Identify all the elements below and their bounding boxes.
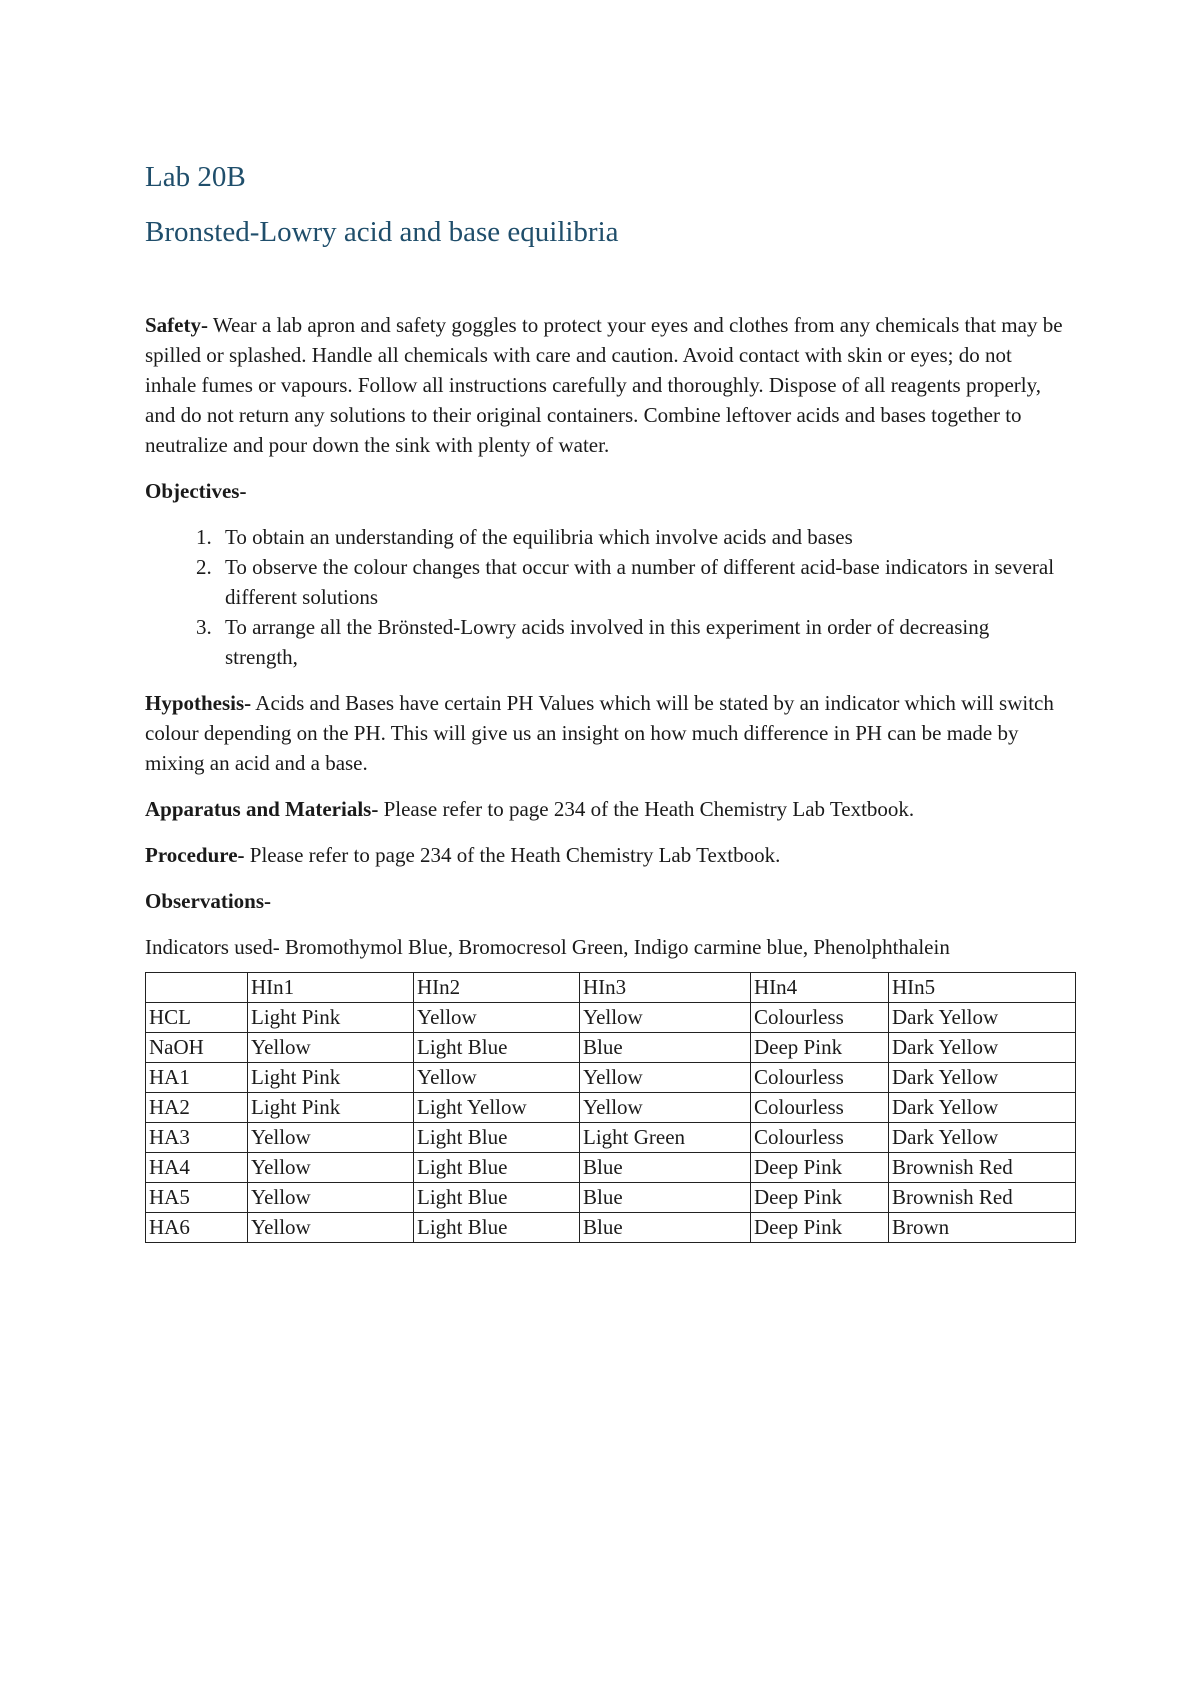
objective-item: 1. To obtain an understanding of the equilibria which involve acids and bases — [217, 522, 1065, 552]
table-cell: Yellow — [580, 1092, 751, 1122]
table-row — [146, 1002, 1076, 1032]
table-cell: Yellow — [248, 1122, 414, 1152]
table-cell: Deep Pink — [751, 1152, 889, 1182]
table-cell: Light Pink — [248, 1062, 414, 1092]
observations-label: Observations- — [145, 888, 271, 913]
table-header-cell: HIn3 — [580, 972, 751, 1002]
table-header-row — [146, 972, 1076, 1002]
table-cell: Light Blue — [414, 1212, 580, 1242]
document-content — [145, 160, 1065, 1243]
table-cell: Deep Pink — [751, 1212, 889, 1242]
table-cell: Deep Pink — [751, 1032, 889, 1062]
table-row — [146, 1092, 1076, 1122]
hypothesis-text: Acids and Bases have certain PH Values which will be stated by an indicator which will switch colour depending on the PH. This will give us an insight on how much difference in PH can be made by mixing an acid and a base. — [145, 690, 1054, 775]
row-label-cell: HA4 — [146, 1152, 248, 1182]
table-cell: Yellow — [414, 1002, 580, 1032]
observations-table — [145, 972, 1076, 1243]
table-cell: Yellow — [580, 1002, 751, 1032]
row-label-cell: HCL — [146, 1002, 248, 1032]
table-cell: Blue — [580, 1152, 751, 1182]
table-cell: Light Blue — [414, 1032, 580, 1062]
table-cell: Light Yellow — [414, 1092, 580, 1122]
table-cell: Brownish Red — [889, 1152, 1076, 1182]
table-cell: Yellow — [414, 1062, 580, 1092]
table-cell: Light Blue — [414, 1122, 580, 1152]
table-header-cell: HIn5 — [889, 972, 1076, 1002]
table-header-cell: HIn1 — [248, 972, 414, 1002]
table-cell: Blue — [580, 1032, 751, 1062]
table-cell: Blue — [580, 1212, 751, 1242]
table-cell: Deep Pink — [751, 1182, 889, 1212]
row-label-cell: HA6 — [146, 1212, 248, 1242]
objectives-label: Objectives- — [145, 478, 247, 503]
row-label-cell: HA1 — [146, 1062, 248, 1092]
table-cell: Colourless — [751, 1092, 889, 1122]
table-header-cell: HIn4 — [751, 972, 889, 1002]
safety-paragraph — [145, 310, 1065, 460]
objectives-heading — [145, 476, 1065, 506]
table-cell: Dark Yellow — [889, 1062, 1076, 1092]
table-header-cell — [146, 972, 248, 1002]
table-row — [146, 1032, 1076, 1062]
table-cell: Brown — [889, 1212, 1076, 1242]
table-row — [146, 1062, 1076, 1092]
objectives-list — [145, 522, 1065, 672]
table-row — [146, 1182, 1076, 1212]
procedure-text: Please refer to page 234 of the Heath Chemistry Lab Textbook. — [244, 842, 781, 867]
row-label-cell: HA3 — [146, 1122, 248, 1152]
table-cell: Light Pink — [248, 1092, 414, 1122]
table-row — [146, 1122, 1076, 1152]
apparatus-paragraph — [145, 794, 1065, 824]
safety-text: Wear a lab apron and safety goggles to protect your eyes and clothes from any chemicals that may be spilled or splashed. Handle all chemicals with care and caution. Avoid contact with skin or eyes; do not inhale fumes or vapours. Follow all instructions carefully and thoroughly. Dispose of all reagents properly, and do not return any solutions to their original containers. Combine leftover acids and bases together to neutralize and pour down the sink with plenty of water. — [145, 312, 1063, 457]
table-cell: Colourless — [751, 1002, 889, 1032]
table-cell: Yellow — [248, 1182, 414, 1212]
table-cell: Dark Yellow — [889, 1032, 1076, 1062]
table-cell: Light Green — [580, 1122, 751, 1152]
hypothesis-paragraph — [145, 688, 1065, 778]
table-cell: Light Blue — [414, 1152, 580, 1182]
table-cell: Yellow — [248, 1212, 414, 1242]
table-row — [146, 1212, 1076, 1242]
lab-title: Lab 20B — [145, 161, 246, 193]
objective-item: 2. To observe the colour changes that occur with a number of different acid-base indicators in several different solutions — [217, 552, 1065, 612]
lab-subtitle: Bronsted-Lowry acid and base equilibria — [145, 215, 619, 248]
indicators-used-text: Indicators used- Bromothymol Blue, Bromocresol Green, Indigo carmine blue, Phenolphthalein — [145, 934, 950, 959]
procedure-paragraph — [145, 840, 1065, 870]
table-cell: Yellow — [580, 1062, 751, 1092]
safety-label: Safety- — [145, 312, 208, 337]
apparatus-label: Apparatus and Materials- — [145, 796, 379, 821]
table-cell: Colourless — [751, 1122, 889, 1152]
objective-item: 3. To arrange all the Brönsted-Lowry acids involved in this experiment in order of decreasing strength, — [217, 612, 1065, 672]
table-cell: Blue — [580, 1182, 751, 1212]
table-cell: Yellow — [248, 1152, 414, 1182]
row-label-cell: NaOH — [146, 1032, 248, 1062]
table-cell: Colourless — [751, 1062, 889, 1092]
table-cell: Light Pink — [248, 1002, 414, 1032]
table-cell: Light Blue — [414, 1182, 580, 1212]
observations-heading — [145, 886, 1065, 916]
row-label-cell: HA5 — [146, 1182, 248, 1212]
apparatus-text: Please refer to page 234 of the Heath Chemistry Lab Textbook. — [378, 796, 915, 821]
table-header-cell: HIn2 — [414, 972, 580, 1002]
row-label-cell: HA2 — [146, 1092, 248, 1122]
table-cell: Dark Yellow — [889, 1092, 1076, 1122]
table-cell: Brownish Red — [889, 1182, 1076, 1212]
table-cell: Yellow — [248, 1032, 414, 1062]
table-cell: Dark Yellow — [889, 1002, 1076, 1032]
table-cell: Dark Yellow — [889, 1122, 1076, 1152]
table-row — [146, 1152, 1076, 1182]
procedure-label: Procedure- — [145, 842, 245, 867]
hypothesis-label: Hypothesis- — [145, 690, 252, 715]
